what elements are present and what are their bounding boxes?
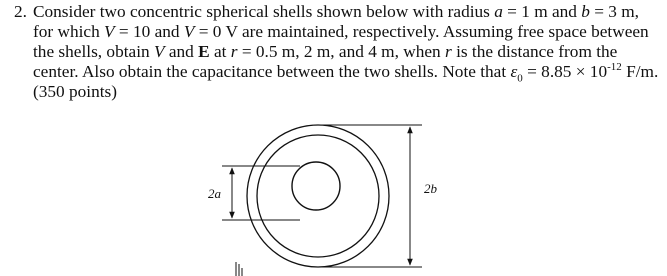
problem-line-2: for which V = 10 and V = 0 V are maintained, respectively. Assuming free space between: [33, 22, 649, 41]
problem-line-4: center. Also obtain the capacitance between the two shells. Note that $\varepsilon_0 = 8.85 \times 10^{-12}$ F/m.: [33, 61, 659, 85]
inner-shell: [292, 162, 340, 210]
outer-dim-label: 2b: [424, 181, 437, 196]
problem-number: 2.: [14, 2, 27, 21]
inner-dim-label: 2a: [208, 186, 221, 201]
problem-line-1: 2. Consider two concentric spherical shells shown below with radius a = 1 m and b = 3 m,: [14, 2, 640, 21]
problem-line-3: the shells, obtain V and E at r = 0.5 m, 2 m, and 4 m, when r is the distance from the: [33, 42, 618, 61]
problem-line-5: (350 points): [33, 82, 118, 101]
